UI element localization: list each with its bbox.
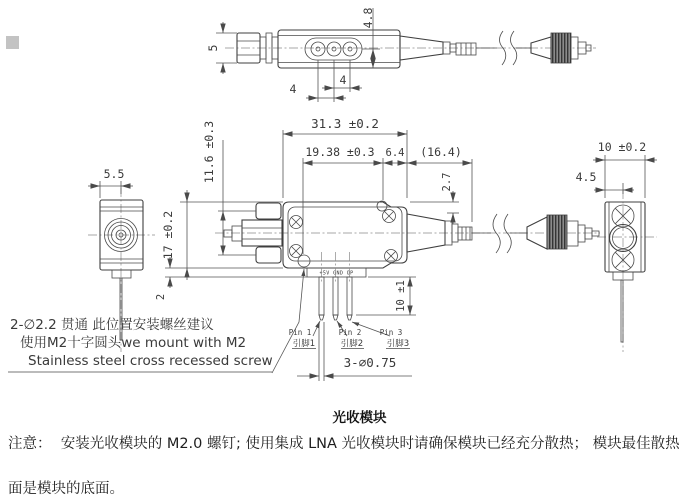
screw-note-line2: 使用M2十字圆头we mount with M2	[20, 335, 247, 351]
dim-left-center-offset: 5.5	[103, 167, 125, 181]
dim-pin-pitch-b: 4	[339, 73, 347, 87]
dim-pin-dia: 3-∅0.75	[343, 355, 397, 370]
dim-flange-height: 11.6 ±0.3	[202, 120, 216, 184]
dim-base-gap: 2	[155, 293, 167, 301]
figure-caption: 光收模块	[332, 410, 387, 426]
dim-hole-to-edge: 6.4	[385, 147, 405, 159]
dim-boot-length: (16.4)	[420, 145, 462, 159]
pin-holes-top	[311, 42, 357, 56]
screw-note	[8, 269, 304, 373]
dim-pin-length: 10 ±1	[395, 280, 407, 312]
fiber-assembly-front	[407, 214, 599, 253]
pins	[307, 252, 366, 320]
pin2-label-cn: 引脚2	[340, 339, 364, 349]
left-view-dimensions	[88, 167, 133, 198]
dim-connector-height: 5	[206, 44, 220, 52]
note-paragraph-line2: 面是模块的底面。	[8, 481, 124, 496]
pin3-label-en: Pin 3	[379, 328, 403, 337]
bottom-tab-left	[112, 270, 131, 278]
pin-right-view	[621, 280, 623, 342]
dim-pin-pitch-a: 4	[289, 82, 297, 96]
screw-symbols	[290, 210, 398, 263]
dim-hole-span: 19.38 ±0.3	[305, 145, 375, 159]
pin-labels	[289, 321, 410, 349]
pin1-label-en: Pin 1	[288, 328, 312, 337]
screw-note-line3: Stainless steel cross recessed screw	[28, 353, 273, 369]
note-paragraph-line1: 注意： 安装光收模块的 M2.0 螺钉; 使用集成 LNA 光收模块时请确保模块已经充分散热； 模块最佳散热	[8, 436, 680, 452]
right-side-view	[576, 140, 657, 352]
dim-pin-height: 4.8	[361, 7, 375, 29]
pin1-label-cn: 引脚1	[292, 339, 316, 349]
dim-top-offset: 2.7	[441, 172, 453, 192]
fc-knurl-front	[547, 215, 567, 249]
pin2-label-en: Pin 2	[338, 328, 362, 337]
screw-note-line1: 2-∅2.2 贯通 此位置安装螺丝建议	[10, 317, 214, 333]
dim-body-height: 17 ±0.2	[161, 210, 175, 260]
pin-strip-label: +5V GND OP	[319, 270, 354, 277]
fc-knurl-top	[551, 33, 571, 63]
through-hole-bottom	[612, 249, 634, 271]
pin-pocket	[305, 38, 362, 60]
dim-body-length: 31.3 ±0.2	[311, 116, 379, 131]
top-view	[206, 8, 596, 102]
dim-right-width: 10 ±0.2	[597, 140, 647, 154]
dim-right-center-offset: 4.5	[575, 170, 597, 184]
pin3-label-cn: 引脚3	[386, 339, 410, 349]
front-view	[8, 116, 600, 381]
fiber-break-symbol	[493, 214, 500, 253]
right-view-dimensions	[576, 140, 657, 198]
